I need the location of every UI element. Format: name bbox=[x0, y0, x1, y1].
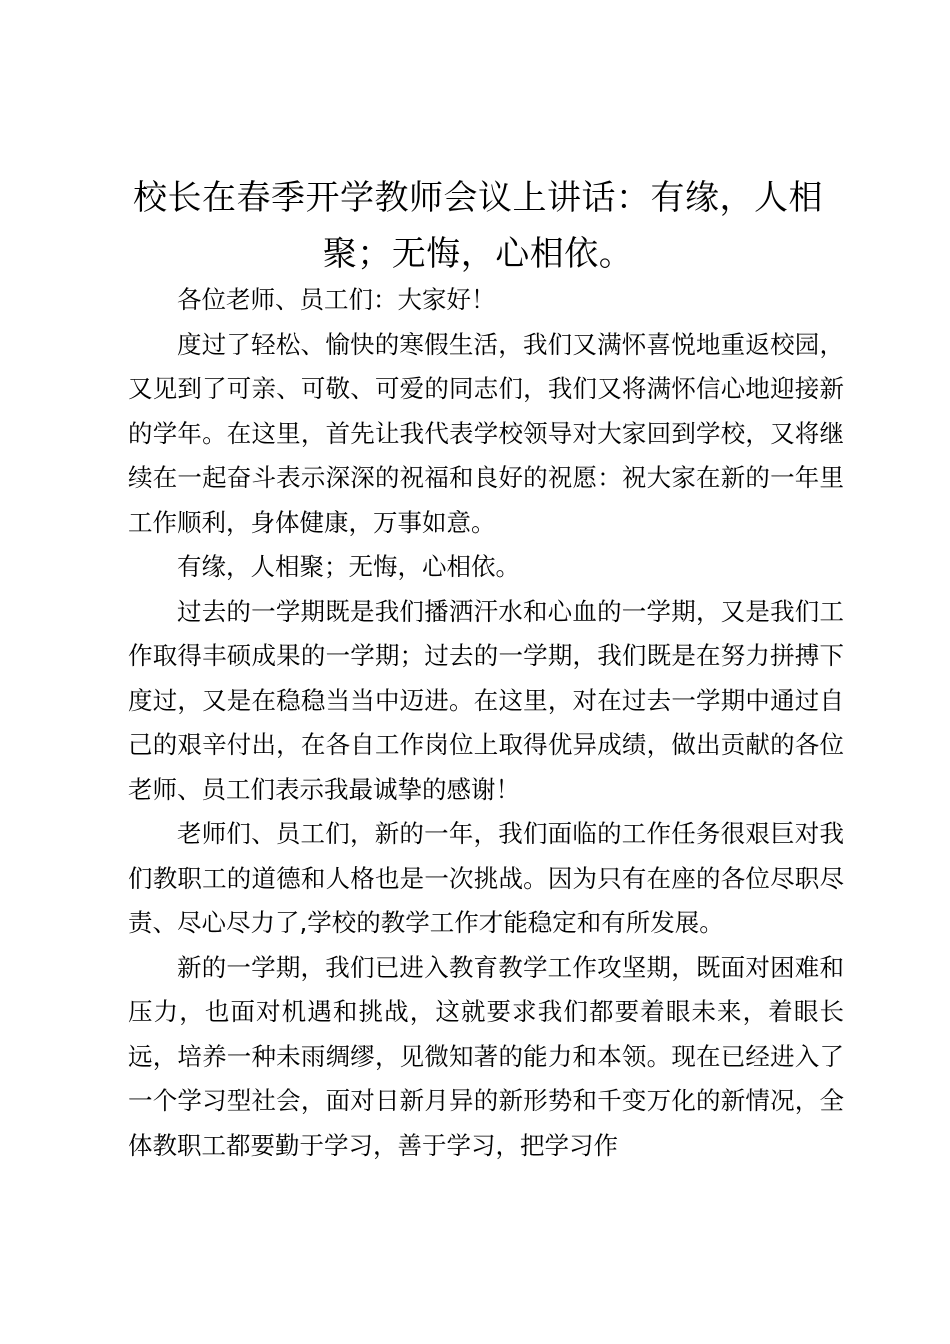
paragraph-motto: 有缘，人相聚；无悔，心相依。 bbox=[177, 552, 520, 581]
document-title: 校长在春季开学教师会议上讲话：有缘，人相聚；无悔，心相依。 bbox=[133, 178, 823, 274]
paragraph-greeting: 各位老师、员工们：大家好！ bbox=[177, 285, 496, 314]
paragraph-opening: 度过了轻松、愉快的寒假生活，我们又满怀喜悦地重返校园，又见到了可亲、可敬、可爱的同志们，我们又将满怀信心地迎接新的学年。在这里，首先让我代表学校领导对大家回到学校，又将继续在一起奋斗表示深深的祝福和良好的祝愿：祝大家在新的一年里工作顺利，身体健康，万事如意。 bbox=[128, 329, 844, 537]
paragraph-challenge: 老师们、员工们，新的一年，我们面临的工作任务很艰巨对我们教职工的道德和人格也是一次挑战。因为只有在座的各位尽职尽责、尽心尽力了,学校的教学工作才能稳定和有所发展。 bbox=[128, 819, 844, 937]
document-body bbox=[128, 278, 844, 1168]
paragraph-review: 过去的一学期既是我们播洒汗水和心血的一学期，又是我们工作取得丰硕成果的一学期；过去的一学期，我们既是在努力拼搏下度过，又是在稳稳当当中迈进。在这里，对在过去一学期中通过自己的艰辛付出，在各自工作岗位上取得优异成绩，做出贡献的各位老师、员工们表示我最诚挚的感谢！ bbox=[128, 596, 844, 804]
paragraph-new-term: 新的一学期，我们已进入教育教学工作攻坚期，既面对困难和压力，也面对机遇和挑战，这就要求我们都要着眼未来，着眼长远，培养一种未雨绸缪，见微知著的能力和本领。现在已经进入了一个学习型社会，面对日新月异的新形势和千变万化的新情况，全体教职工都要勤于学习，善于学习，把学习作 bbox=[128, 952, 844, 1160]
